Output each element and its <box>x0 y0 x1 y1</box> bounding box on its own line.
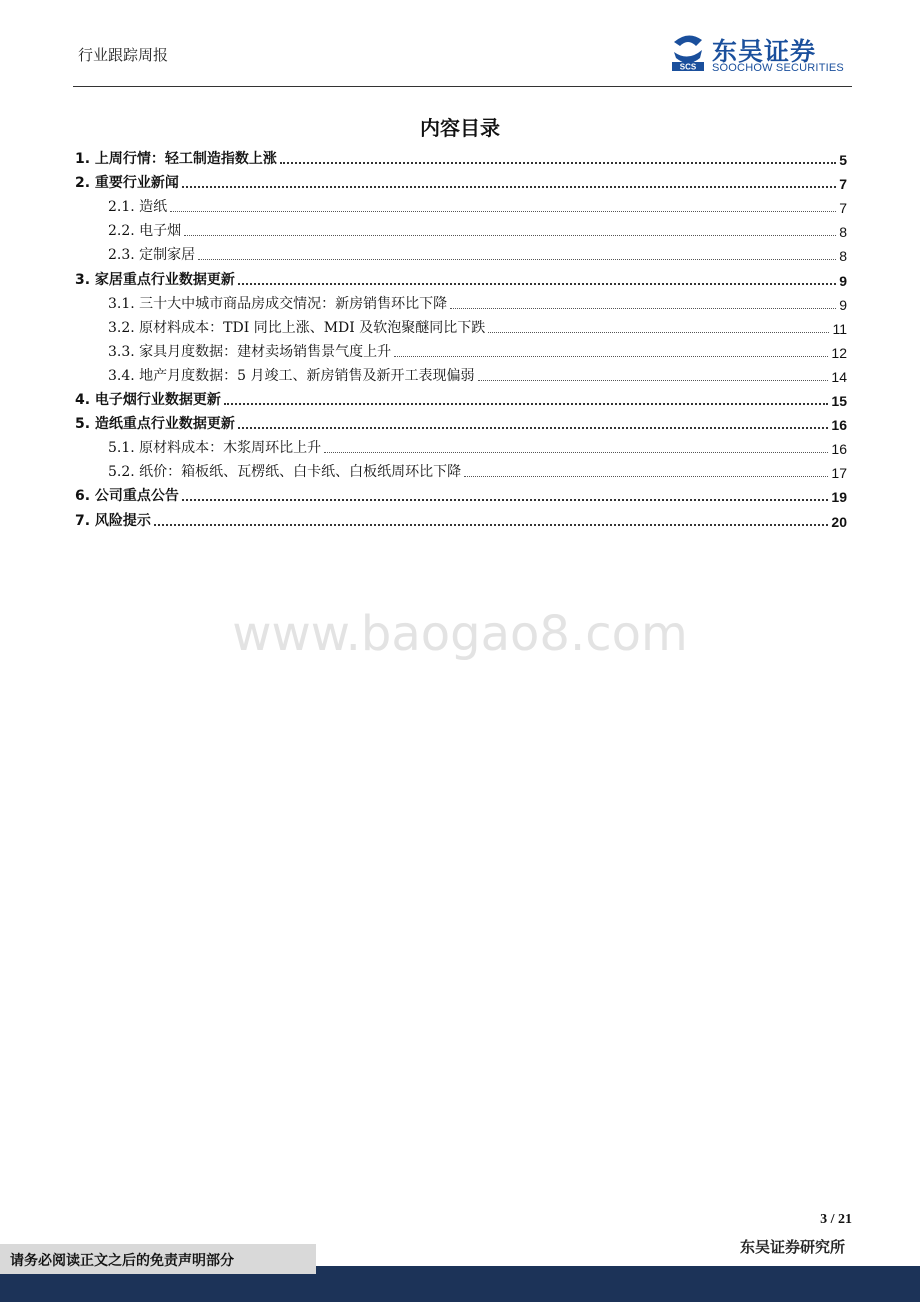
toc-entry-title: 2. 重要行业新闻 <box>75 175 179 192</box>
toc-entry-page: 12 <box>831 344 847 361</box>
toc-leader-dots <box>324 452 828 453</box>
toc-leader-dots <box>184 235 836 236</box>
toc-leader-dots <box>238 283 836 285</box>
toc-entry-title: 3.1. 三十大中城市商品房成交情况：新房销售环比下降 <box>108 295 448 312</box>
toc-entry-title: 4. 电子烟行业数据更新 <box>75 392 221 408</box>
toc-subentry[interactable] <box>75 433 847 457</box>
logo-name-cn: 东吴证券 <box>712 37 817 66</box>
institute-name: 东吴证券研究所 <box>739 1238 845 1256</box>
toc-subentry[interactable] <box>75 313 847 337</box>
toc-entry-title: 1. 上周行情：轻工制造指数上涨 <box>75 151 277 167</box>
toc-entry[interactable] <box>75 506 847 530</box>
toc-entry-page: 16 <box>831 417 847 434</box>
scs-logo-icon <box>670 32 706 72</box>
toc-leader-dots <box>224 403 828 405</box>
toc-entry[interactable] <box>75 144 847 168</box>
toc-entry-page: 8 <box>839 248 847 265</box>
toc-leader-dots <box>154 524 828 526</box>
toc-subentry[interactable] <box>75 457 847 481</box>
toc-entry-title: 5.1. 原材料成本：木浆周环比上升 <box>108 440 322 457</box>
toc-entry-title: 7. 风险提示 <box>75 512 151 529</box>
toc-entry[interactable] <box>75 385 847 409</box>
toc-subentry[interactable] <box>75 240 847 264</box>
toc-entry-page: 9 <box>839 296 847 313</box>
toc-entry-page: 11 <box>832 320 847 337</box>
toc-entry-title: 2.2. 电子烟 <box>108 223 182 240</box>
toc-leader-dots <box>478 380 829 381</box>
toc-subentry[interactable] <box>75 337 847 361</box>
toc-entry-title: 3. 家居重点行业数据更新 <box>75 271 235 288</box>
toc-entry-page: 19 <box>831 489 847 506</box>
toc-entry-title: 6. 公司重点公告 <box>75 488 179 505</box>
toc-subentry[interactable] <box>75 361 847 385</box>
disclaimer-text: 请务必阅读正文之后的免责声明部分 <box>10 1253 234 1269</box>
toc-title: 内容目录 <box>420 116 500 140</box>
toc-entry[interactable] <box>75 265 847 289</box>
logo-mark-text: SCS <box>679 62 697 72</box>
toc-leader-dots <box>170 211 836 212</box>
toc-leader-dots <box>238 427 828 429</box>
header-divider <box>73 86 852 87</box>
toc-entry[interactable] <box>75 168 847 192</box>
toc-entry-page: 7 <box>839 200 847 217</box>
toc-leader-dots <box>198 259 836 260</box>
toc-subentry[interactable] <box>75 216 847 240</box>
toc-subentry[interactable] <box>75 192 847 216</box>
toc-entry-page: 8 <box>839 224 847 241</box>
toc-leader-dots <box>464 476 828 477</box>
toc-entry-title: 2.3. 定制家居 <box>108 247 196 264</box>
logo-name-en: SOOCHOW SECURITIES <box>712 62 844 74</box>
toc-entry-title: 5.2. 纸价：箱板纸、瓦楞纸、白卡纸、白板纸周环比下降 <box>108 464 462 481</box>
toc-entry-page: 9 <box>839 272 847 289</box>
toc-entry-title: 3.4. 地产月度数据：5 月竣工、新房销售及新开工表现偏弱 <box>108 367 475 384</box>
toc-subentry[interactable] <box>75 289 847 313</box>
company-logo <box>670 32 860 76</box>
report-type-label: 行业跟踪周报 <box>78 46 169 64</box>
disclaimer-box <box>0 1244 316 1274</box>
page-indicator: 3 / 21 <box>820 1212 852 1227</box>
toc-entry-title: 5. 造纸重点行业数据更新 <box>75 416 235 433</box>
toc-entry-title: 2.1. 造纸 <box>108 199 168 216</box>
toc-leader-dots <box>450 308 836 309</box>
toc-entry-title: 3.3. 家具月度数据：建材卖场销售景气度上升 <box>108 343 392 360</box>
toc-entry-page: 16 <box>831 441 847 458</box>
toc-entry-page: 17 <box>831 465 847 482</box>
toc-leader-dots <box>488 332 829 333</box>
watermark: www.baogao8.com <box>232 606 688 662</box>
toc-entry-page: 15 <box>831 393 847 409</box>
toc-entry[interactable] <box>75 481 847 505</box>
toc-entry-title: 3.2. 原材料成本：TDI 同比上涨、MDI 及软泡聚醚同比下跌 <box>108 319 486 336</box>
toc-entry[interactable] <box>75 409 847 433</box>
toc-leader-dots <box>394 356 828 357</box>
toc-leader-dots <box>280 162 836 164</box>
toc-entry-page: 20 <box>831 513 847 530</box>
toc-leader-dots <box>182 186 836 188</box>
toc-entry-page: 7 <box>839 176 847 193</box>
toc-leader-dots <box>182 499 828 501</box>
toc-entry-page: 5 <box>839 152 847 168</box>
toc-entry-page: 14 <box>831 368 847 385</box>
